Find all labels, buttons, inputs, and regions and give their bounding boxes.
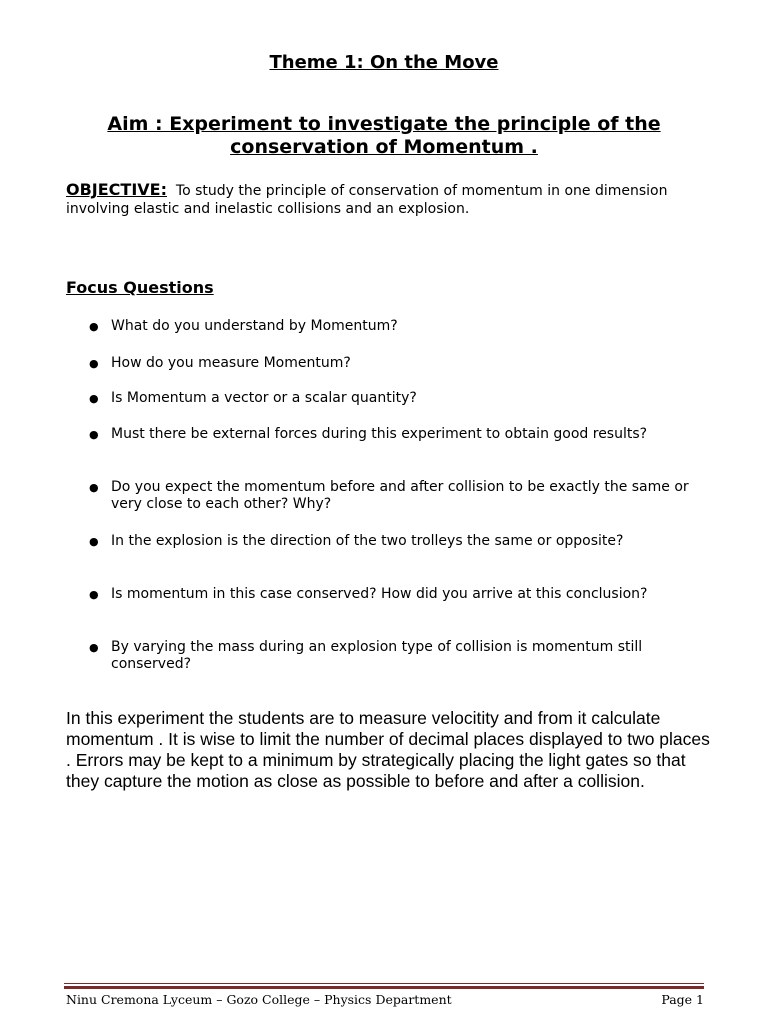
body-paragraph: In this experiment the students are to measure velocitity and from it calculate momentum . It is wise to limit the number of decimal places displayed to two places . Errors may be kept to a minimum by strategically placing the light gates so that they capture the motion as close as possible to before and after a collision. xyxy=(66,708,710,791)
bullet-icon: ● xyxy=(89,588,99,601)
question-text: How do you measure Momentum? xyxy=(111,355,351,371)
footer-school: Ninu Cremona Lyceum – Gozo College – Physics Department xyxy=(66,992,452,1007)
objective-text: To study the principle of conservation of momentum in one dimension involving elastic and inelastic collisions and an explosion. xyxy=(66,183,668,217)
list-item xyxy=(89,639,691,673)
question-text: Is momentum in this case conserved? How did you arrive at this conclusion? xyxy=(111,586,648,602)
question-text: What do you understand by Momentum? xyxy=(111,318,398,334)
footer-page-number: Page 1 xyxy=(661,992,704,1007)
footer-rule-thin xyxy=(64,983,704,984)
list-item xyxy=(89,426,691,443)
bullet-icon: ● xyxy=(89,428,99,441)
bullet-icon: ● xyxy=(89,320,99,333)
objective-label: OBJECTIVE: xyxy=(66,180,167,199)
aim-line-1: Aim : Experiment to investigate the principle of the xyxy=(107,113,661,135)
question-text: By varying the mass during an explosion type of collision is momentum still conserved? xyxy=(111,639,643,672)
bullet-icon: ● xyxy=(89,535,99,548)
objective-section xyxy=(66,181,706,218)
question-text: In the explosion is the direction of the two trolleys the same or opposite? xyxy=(111,533,624,549)
bullet-icon: ● xyxy=(89,392,99,405)
theme-title: Theme 1: On the Move xyxy=(269,52,499,73)
list-item xyxy=(89,390,691,407)
list-item xyxy=(89,533,691,550)
list-item xyxy=(89,318,691,335)
question-text: Must there be external forces during this experiment to obtain good results? xyxy=(111,426,648,442)
question-text: Do you expect the momentum before and after collision to be exactly the same or very close to each other? Why? xyxy=(111,479,689,512)
focus-questions-heading: Focus Questions xyxy=(66,278,214,297)
bullet-icon: ● xyxy=(89,357,99,370)
list-item xyxy=(89,355,691,372)
bullet-icon: ● xyxy=(89,481,99,494)
aim-heading xyxy=(60,113,708,159)
footer-rule-thick xyxy=(64,986,704,989)
question-text: Is Momentum a vector or a scalar quantity? xyxy=(111,390,417,406)
list-item xyxy=(89,479,691,513)
list-item xyxy=(89,586,691,603)
aim-line-2: conservation of Momentum . xyxy=(230,136,538,158)
bullet-icon: ● xyxy=(89,641,99,654)
